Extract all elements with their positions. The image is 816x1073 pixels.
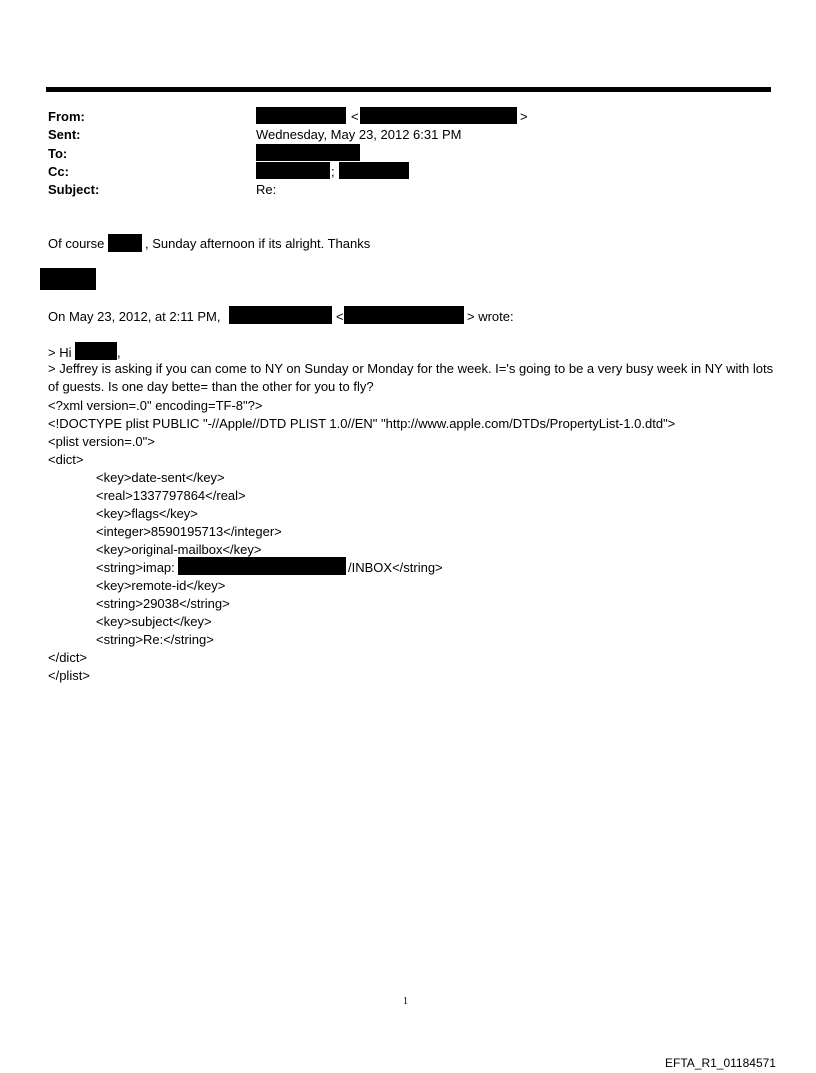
cc-label: Cc: [48,164,69,179]
document-id: EFTA_R1_01184571 [665,1056,776,1070]
quote-header-start: On May 23, 2012, at 2:11 PM, [48,309,221,324]
redaction-quote-name [229,306,332,324]
plist-open: <plist version=.0"> [48,434,155,449]
from-label: From: [48,109,85,124]
redaction-cc-1 [256,162,330,179]
from-close-bracket: > [520,109,528,124]
plist-value-real: <real>1337797864</real> [96,488,246,503]
quote-open-bracket: < [336,309,344,324]
redaction-greeting-name [75,342,117,360]
redaction-mailbox [178,557,346,575]
redaction-cc-2 [339,162,409,179]
plist-value-subject: <string>Re:</string> [96,632,214,647]
redaction-from-email [360,107,517,124]
redaction-recipient-name [108,234,142,252]
doctype-line: <!DOCTYPE plist PUBLIC "-//Apple//DTD PLIST 1.0//EN" "http://www.apple.com/DTDs/PropertyList-1.0.dtd"> [48,416,676,431]
header-rule [46,87,771,92]
dict-close: </dict> [48,650,88,665]
dict-open: <dict> [48,452,84,467]
redaction-quote-email [344,306,464,324]
subject-value: Re: [256,182,277,197]
page-number: 1 [403,996,408,1007]
plist-value-integer: <integer>8590195713</integer> [96,524,282,539]
plist-key-remote-id: <key>remote-id</key> [96,578,226,593]
quote-header-end: > wrote: [467,309,514,324]
quoted-message: > Jeffrey is asking if you can come to NY on Sunday or Monday for the week. I='s going to be a very busy week in NY with lots of guests. Is one day bette= than the other for you to fly? [48,361,774,394]
plist-key-original-mailbox: <key>original-mailbox</key> [96,542,262,557]
sent-label: Sent: [48,127,81,142]
reply-line-end: , Sunday afternoon if its alright. Thanks [145,236,371,251]
cc-separator: ; [331,164,335,179]
to-label: To: [48,146,68,161]
redaction-to [256,144,360,161]
plist-value-mailbox-end: /INBOX</string> [348,560,443,575]
sent-value: Wednesday, May 23, 2012 6:31 PM [256,127,462,142]
redaction-from-name [256,107,346,124]
subject-label: Subject: [48,182,100,197]
plist-value-mailbox-start: <string>imap: [96,560,175,575]
plist-value-remote-id: <string>29038</string> [96,596,230,611]
redaction-signature [40,268,96,290]
reply-line-start: Of course [48,236,105,251]
quoted-greeting-comma: , [117,345,121,360]
quoted-greeting: > Hi [48,345,72,360]
plist-close: </plist> [48,668,90,683]
plist-key-flags: <key>flags</key> [96,506,198,521]
xml-declaration: <?xml version=.0" encoding=TF-8"?> [48,398,263,413]
from-open-bracket: < [351,109,359,124]
plist-key-subject: <key>subject</key> [96,614,212,629]
plist-key-date-sent: <key>date-sent</key> [96,470,225,485]
